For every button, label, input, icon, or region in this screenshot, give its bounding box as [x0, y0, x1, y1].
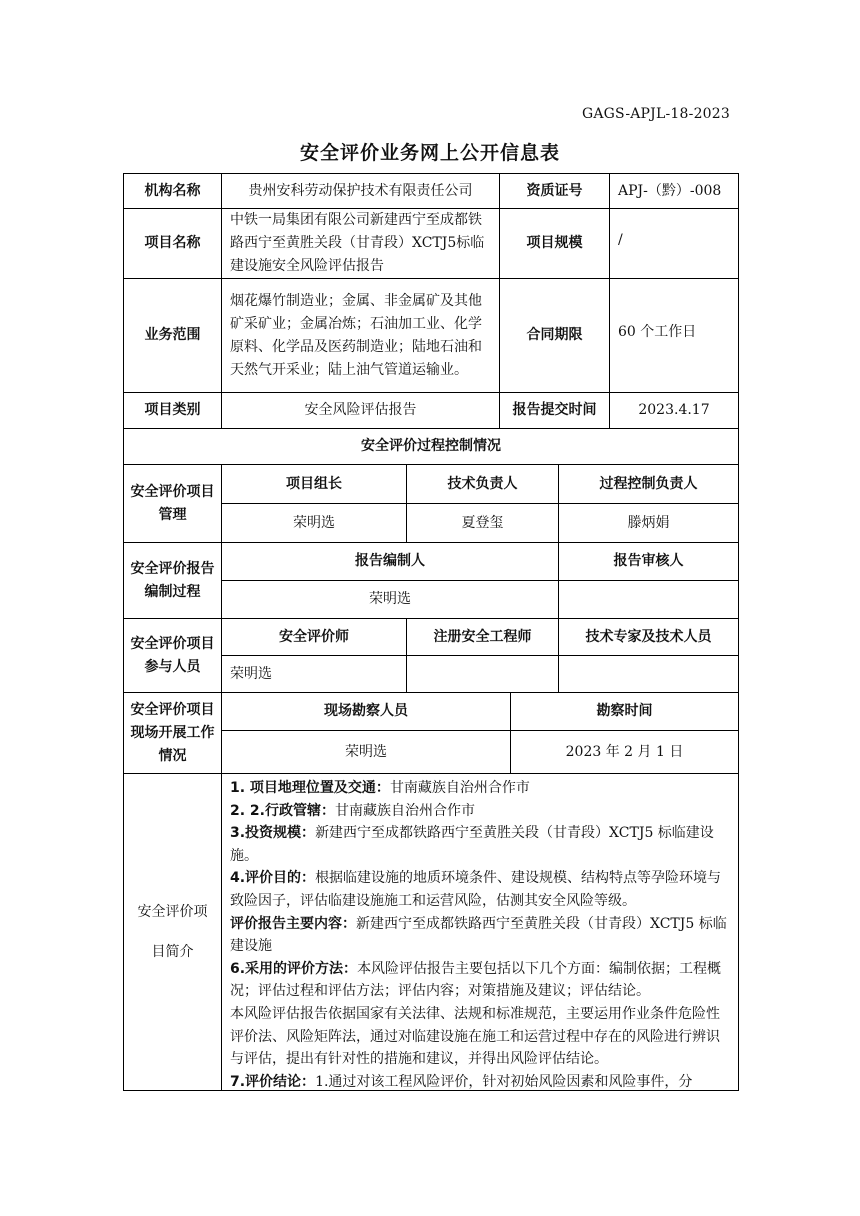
site-col-time: 勘察时间: [511, 693, 738, 731]
project-scale-label: 项目规模: [500, 209, 610, 279]
participants-label: 安全评价项目参与人员: [124, 619, 222, 693]
document-number: GAGS-APJL-18-2023: [581, 106, 730, 122]
report-val-writer: 荣明选: [222, 581, 559, 619]
business-scope-label: 业务范围: [124, 279, 222, 393]
info-table: [123, 173, 739, 1091]
intro-item: 1. 项目地理位置及交通：甘南藏族自治州合作市: [230, 780, 530, 796]
mgmt-val-tech: 夏登玺: [407, 504, 559, 543]
mgmt-val-process: 滕炳娟: [559, 504, 738, 543]
cert-value: APJ-（黔）-008: [610, 174, 738, 209]
site-label: 安全评价项目现场开展工作情况: [124, 693, 222, 774]
process-control-header: 安全评价过程控制情况: [124, 429, 738, 465]
project-type-value: 安全风险评估报告: [222, 393, 500, 429]
mgmt-col-leader: 项目组长: [222, 465, 407, 504]
project-name-label: 项目名称: [124, 209, 222, 279]
site-val-people: 荣明选: [222, 731, 511, 774]
intro-item: 评价报告主要内容：新建西宁至成都铁路西宁至黄胜关段（甘青段）XCTJ5 标临建设施: [230, 915, 727, 955]
intro-item: 2. 2.行政管辖：甘南藏族自治州合作市: [230, 802, 475, 819]
participants-val-experts: [559, 656, 738, 693]
mgmt-label: 安全评价项目管理: [124, 465, 222, 543]
project-type-label: 项目类别: [124, 393, 222, 429]
site-val-time: 2023 年 2 月 1 日: [511, 731, 738, 774]
org-name-label: 机构名称: [124, 174, 222, 209]
intro-content: [222, 774, 738, 1090]
intro-item: 7.评价结论：1.通过对该工程风险评价，针对初始风险因素和风险事件，分: [230, 1073, 693, 1090]
intro-item: 4.评价目的：根据临建设施的地质环境条件、建设规模、结构特点等孕险环境与致险因子，评估临建设施施工和运营风险，估测其安全风险等级。: [230, 870, 722, 909]
report-col-writer: 报告编制人: [222, 543, 559, 581]
contract-label: 合同期限: [500, 279, 610, 393]
contract-value: 60 个工作日: [610, 279, 738, 393]
participants-val-evaluator: 荣明选: [222, 656, 407, 693]
intro-item: 3.投资规模：新建西宁至成都铁路西宁至黄胜关段（甘青段）XCTJ5 标临建设施。: [230, 825, 714, 864]
submit-time-label: 报告提交时间: [500, 393, 610, 429]
participants-col-experts: 技术专家及技术人员: [559, 619, 738, 656]
project-name-value: 中铁一局集团有限公司新建西宁至成都铁路西宁至黄胜关段（甘青段）XCTJ5标临建设施安全风险评估报告: [222, 209, 500, 279]
page-title: 安全评价业务网上公开信息表: [299, 142, 560, 164]
participants-col-engineer: 注册安全工程师: [407, 619, 559, 656]
participants-val-engineer: [407, 656, 559, 693]
intro-item: 本风险评估报告依据国家有关法律、法规和标准规范，主要运用作业条件危险性评价法、风险矩阵法，通过对临建设施在施工和运营过程中存在的风险进行辨识与评估，提出有针对性的措施和建议，并得出风险评估结论。: [230, 1005, 720, 1068]
site-col-people: 现场勘察人员: [222, 693, 511, 731]
project-scale-value: /: [610, 209, 738, 279]
report-val-reviewer: [559, 581, 738, 619]
mgmt-col-tech: 技术负责人: [407, 465, 559, 504]
mgmt-val-leader: 荣明选: [222, 504, 407, 543]
org-name-value: 贵州安科劳动保护技术有限责任公司: [222, 174, 500, 209]
report-col-reviewer: 报告审核人: [559, 543, 738, 581]
participants-col-evaluator: 安全评价师: [222, 619, 407, 656]
report-label: 安全评价报告编制过程: [124, 543, 222, 619]
mgmt-col-process: 过程控制负责人: [559, 465, 738, 504]
cert-label: 资质证号: [500, 174, 610, 209]
submit-time-value: 2023.4.17: [610, 393, 738, 429]
business-scope-value: 烟花爆竹制造业；金属、非金属矿及其他矿采矿业；金属冶炼；石油加工业、化学原料、化学品及医药制造业；陆地石油和天然气开采业；陆上油气管道运输业。: [222, 279, 500, 393]
intro-item: 6.采用的评价方法：本风险评估报告主要包括以下几个方面：编制依据；工程概况；评估过程和评估方法；评估内容；对策措施及建议；评估结论。: [230, 960, 722, 1000]
intro-label: 安全评价项目简介: [124, 774, 222, 1090]
